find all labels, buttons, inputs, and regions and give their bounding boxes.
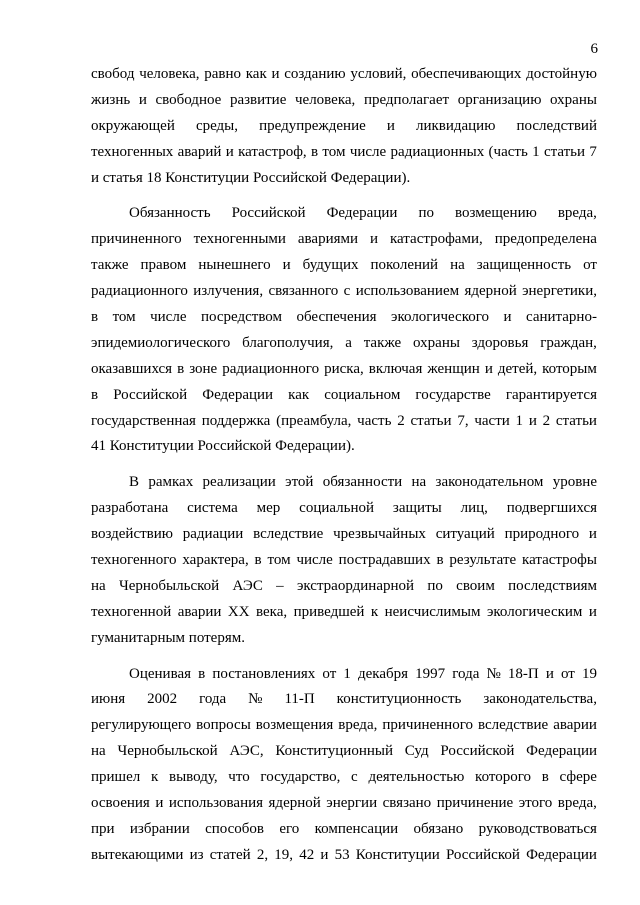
word: сфере (559, 769, 597, 786)
word: и (320, 846, 329, 863)
word: вследствие (477, 717, 549, 734)
word: характера, (182, 552, 249, 569)
word: по (427, 577, 443, 594)
word: последствий (516, 117, 597, 134)
word: числе (150, 309, 187, 326)
word: Чернобыльской (118, 577, 220, 594)
word: в (91, 386, 99, 403)
word: Российской (440, 743, 515, 760)
word: охраны (413, 334, 460, 351)
word: том (112, 309, 136, 326)
word: государственная (91, 412, 196, 429)
word: статьи (555, 412, 597, 429)
word: причиненного (382, 717, 473, 734)
word: 1997 (415, 665, 446, 682)
word: том (267, 552, 291, 569)
word: приведшей (293, 603, 365, 620)
word: 53 (334, 846, 350, 863)
word: этого (518, 795, 553, 812)
word: и (225, 143, 234, 160)
word: человека, (295, 91, 356, 108)
word: нынешнего (198, 257, 271, 274)
word: – (276, 577, 284, 594)
paragraph-spacing (91, 460, 597, 470)
word: в (198, 665, 206, 682)
text-line (91, 817, 597, 843)
word: и (545, 665, 554, 682)
word: АЭС (232, 577, 263, 594)
word: ядерной (464, 283, 517, 300)
word: связанного (268, 283, 339, 300)
word: года (199, 691, 227, 708)
word: причинение (436, 795, 514, 812)
word: вопросы (196, 717, 251, 734)
word: и (386, 117, 395, 134)
word: статьи (410, 412, 452, 429)
word: вреда, (557, 205, 597, 222)
word: и (588, 603, 597, 620)
word: обеспечения (296, 309, 377, 326)
word: свободное (155, 91, 222, 108)
word: Федерации (202, 386, 274, 403)
word: последствиям (508, 577, 597, 594)
word: № (248, 691, 263, 708)
word: радиационного (222, 360, 320, 377)
word: 18-П (507, 665, 539, 682)
word: риска, (324, 360, 364, 377)
word: ликвидацию (415, 117, 496, 134)
word: санитарно- (525, 309, 597, 326)
word: радиации (182, 526, 244, 543)
word: Федерации (326, 205, 398, 222)
word: излучения, (193, 283, 264, 300)
text-line (91, 140, 597, 166)
word: использования (168, 795, 264, 812)
word: посредством (200, 309, 283, 326)
text-line (91, 201, 597, 227)
word: также (363, 334, 402, 351)
word: с (343, 283, 351, 300)
word: развитие (229, 91, 287, 108)
word: которым (542, 360, 597, 377)
word: Чернобыльской (117, 743, 218, 760)
word: том (322, 143, 346, 160)
word: связано (382, 795, 432, 812)
word: Оценивая (129, 665, 192, 682)
text-line (91, 843, 597, 869)
word: статьи (543, 143, 586, 160)
word: ядерной (268, 795, 321, 812)
word: вытекающими (91, 846, 184, 863)
word: Конституции (355, 846, 440, 863)
word: в (436, 552, 444, 569)
word: которого (475, 769, 532, 786)
word: как (245, 66, 267, 82)
word: и (528, 412, 537, 429)
word: от (322, 665, 337, 682)
word: Российской (445, 846, 520, 863)
word: природного (504, 526, 580, 543)
word: обязано (413, 820, 464, 837)
word: энергетики, (522, 283, 597, 300)
word: 1 (343, 665, 351, 682)
word: созданию (284, 66, 346, 82)
word: результате (449, 552, 517, 569)
word: 1 (515, 412, 524, 429)
word: 7, (457, 412, 469, 429)
word: Федерации (526, 743, 597, 760)
word: Суд (404, 743, 429, 760)
word: катастрофы (522, 552, 597, 569)
word: катастрофами, (389, 231, 483, 248)
word: Российской (113, 386, 188, 403)
word: использованием (355, 283, 460, 300)
word: 2 (542, 412, 551, 429)
word: века, (256, 603, 288, 620)
word: государство, (260, 769, 341, 786)
word: руководствоваться (478, 820, 597, 837)
word: граждан, (540, 334, 597, 351)
word: поддержка (201, 412, 271, 429)
word: катастроф, (238, 143, 307, 160)
text-line (91, 331, 597, 357)
word: законодательном (435, 474, 544, 491)
word: жизнь (91, 91, 131, 108)
word: июня (91, 691, 126, 708)
word: 1 (532, 143, 540, 160)
word: к (370, 603, 379, 620)
word: числе (296, 552, 333, 569)
text-line (91, 574, 597, 600)
word: 42 (299, 846, 315, 863)
word: конституционность (336, 691, 462, 708)
word: 2 (397, 412, 405, 429)
word: 11-П (284, 691, 315, 708)
word: в (177, 360, 185, 377)
text-line (91, 548, 597, 574)
word: от (583, 257, 597, 274)
word: освоения (91, 795, 150, 812)
text-line: гуманитарным потерям. (91, 629, 245, 646)
word: (преамбула, (276, 412, 352, 429)
text-line (91, 305, 597, 331)
word: человека, (139, 66, 200, 82)
text-line (91, 470, 597, 496)
word: XX (227, 603, 250, 620)
text-line (91, 357, 597, 383)
word: в (91, 309, 99, 326)
word: компенсации (314, 820, 399, 837)
word: и (503, 309, 512, 326)
word: будущих (302, 257, 359, 274)
word: детей, (497, 360, 538, 377)
word: зоне (189, 360, 218, 377)
word: аварии (177, 603, 222, 620)
text-line (91, 62, 597, 88)
word: оказавшихся (91, 360, 173, 377)
word: эпидемиологического (91, 334, 231, 351)
text-line (91, 409, 597, 435)
word: № (486, 665, 501, 682)
text-line (91, 600, 597, 626)
word: неисчислимым (384, 603, 481, 620)
word: своим (456, 577, 495, 594)
word: 2, (256, 846, 269, 863)
word: среды, (195, 117, 239, 134)
word: Конституционный (275, 743, 393, 760)
paragraph (91, 201, 597, 460)
word: регулирующего (91, 717, 192, 734)
word: реализации (202, 474, 276, 491)
word: воздействию (91, 526, 173, 543)
word: пострадавших (338, 552, 431, 569)
word: выводу, (168, 769, 218, 786)
word: деятельностью (368, 769, 465, 786)
word: техногенными (193, 231, 286, 248)
word: и (155, 795, 164, 812)
word: мер (256, 500, 281, 517)
word: в (541, 769, 549, 786)
word: законодательства, (483, 691, 597, 708)
word: вреда, (557, 795, 597, 812)
word: включая (368, 360, 423, 377)
word: правом (140, 257, 187, 274)
word: 7 (589, 143, 597, 160)
word: аварии (553, 717, 597, 734)
word: на (450, 257, 465, 274)
word: окружающей (91, 117, 175, 134)
text-line (91, 496, 597, 522)
word: поколений (370, 257, 439, 274)
paragraph (91, 662, 597, 869)
text-line (91, 765, 597, 791)
word: в (311, 143, 319, 160)
word: уровне (552, 474, 597, 491)
word: авариями (297, 231, 359, 248)
word: его (279, 820, 300, 837)
text-line (91, 662, 597, 688)
paragraph-spacing (91, 191, 597, 201)
word: организацию (457, 91, 542, 108)
word: и (369, 231, 379, 248)
word: возмещения (255, 717, 334, 734)
word: декабря (357, 665, 409, 682)
word: Федерации (526, 846, 597, 863)
paragraph-spacing (91, 652, 597, 662)
word: возмещению (455, 205, 537, 222)
word: женщин (427, 360, 480, 377)
page-number: 6 (590, 41, 598, 57)
word: постановлениях (212, 665, 316, 682)
word: свобод (91, 66, 135, 82)
word: на (411, 474, 427, 491)
word: по (418, 205, 434, 222)
word: от (561, 665, 575, 682)
word: при (91, 820, 115, 837)
word: вследствие (253, 526, 324, 543)
text-line: 41 Конституции Российской Федерации). (91, 438, 355, 455)
word: в (254, 552, 262, 569)
word: и (588, 526, 597, 543)
word: года (452, 665, 480, 682)
word: радиационного (91, 283, 188, 300)
word: достойную (526, 66, 597, 82)
word: на (91, 577, 106, 594)
text-line (91, 114, 597, 140)
word: техногенной (91, 603, 172, 620)
word: охраны (550, 91, 597, 108)
word: что (228, 769, 250, 786)
word: радиационных (390, 143, 485, 160)
word: предупреждение (259, 117, 366, 134)
word: и (138, 91, 147, 108)
document-body (91, 62, 597, 869)
word: социальной (299, 500, 375, 517)
word: Обязанность (129, 205, 211, 222)
paragraph (91, 470, 597, 651)
word: части (474, 412, 510, 429)
word: подвергшихся (506, 500, 597, 517)
word: защищенность (476, 257, 572, 274)
word: с (351, 769, 358, 786)
word: Российской (231, 205, 306, 222)
text-line (91, 279, 597, 305)
word: как (288, 386, 310, 403)
word: обязанности (322, 474, 403, 491)
word: социальном (324, 386, 401, 403)
word: экстраординарной (296, 577, 415, 594)
word: часть (357, 412, 392, 429)
word: предполагает (363, 91, 450, 108)
word: предопределена (494, 231, 597, 248)
word: чрезвычайных (333, 526, 426, 543)
text-line (91, 383, 597, 409)
word: и (271, 66, 280, 82)
word: здоровья (471, 334, 529, 351)
text-line (91, 522, 597, 548)
word: ситуаций (435, 526, 495, 543)
word: избрании (129, 820, 190, 837)
word: также (91, 257, 129, 274)
word: разработана (91, 500, 169, 517)
word: статей (209, 846, 251, 863)
word: условий, (350, 66, 407, 82)
word: числе (349, 143, 387, 160)
text-line (91, 739, 597, 765)
word: экологическим (486, 603, 583, 620)
word: к (150, 769, 159, 786)
word: и (282, 257, 291, 274)
word: 19, (274, 846, 294, 863)
word: аварий (177, 143, 222, 160)
word: техногенных (91, 143, 174, 160)
word: на (91, 743, 106, 760)
word: лиц, (460, 500, 488, 517)
text-line (91, 253, 597, 279)
word: равно (204, 66, 242, 82)
word: АЭС, (229, 743, 264, 760)
text-line: и статья 18 Конституции Российской Федерации). (91, 169, 411, 186)
word: благополучия, (242, 334, 334, 351)
word: пришел (91, 769, 141, 786)
text-line (91, 88, 597, 114)
word: и (484, 360, 493, 377)
word: экологического (391, 309, 490, 326)
text-line (91, 713, 597, 739)
word: рамках (148, 474, 194, 491)
word: защиты (392, 500, 442, 517)
word: 2002 (147, 691, 178, 708)
word: вреда, (338, 717, 378, 734)
text-line (91, 227, 597, 253)
word: способов (205, 820, 265, 837)
text-line (91, 791, 597, 817)
text-line (91, 687, 597, 713)
word: гарантируется (505, 386, 597, 403)
word: техногенного (91, 552, 177, 569)
word: (часть (488, 143, 528, 160)
word: 19 (581, 665, 597, 682)
paragraph (91, 62, 597, 191)
word: этой (285, 474, 314, 491)
word: система (187, 500, 238, 517)
word: государстве (415, 386, 491, 403)
word: а (345, 334, 352, 351)
word: энергии (326, 795, 378, 812)
word: обеспечивающих (411, 66, 522, 82)
word: из (189, 846, 204, 863)
word: причиненного (91, 231, 182, 248)
word: В (129, 474, 140, 491)
